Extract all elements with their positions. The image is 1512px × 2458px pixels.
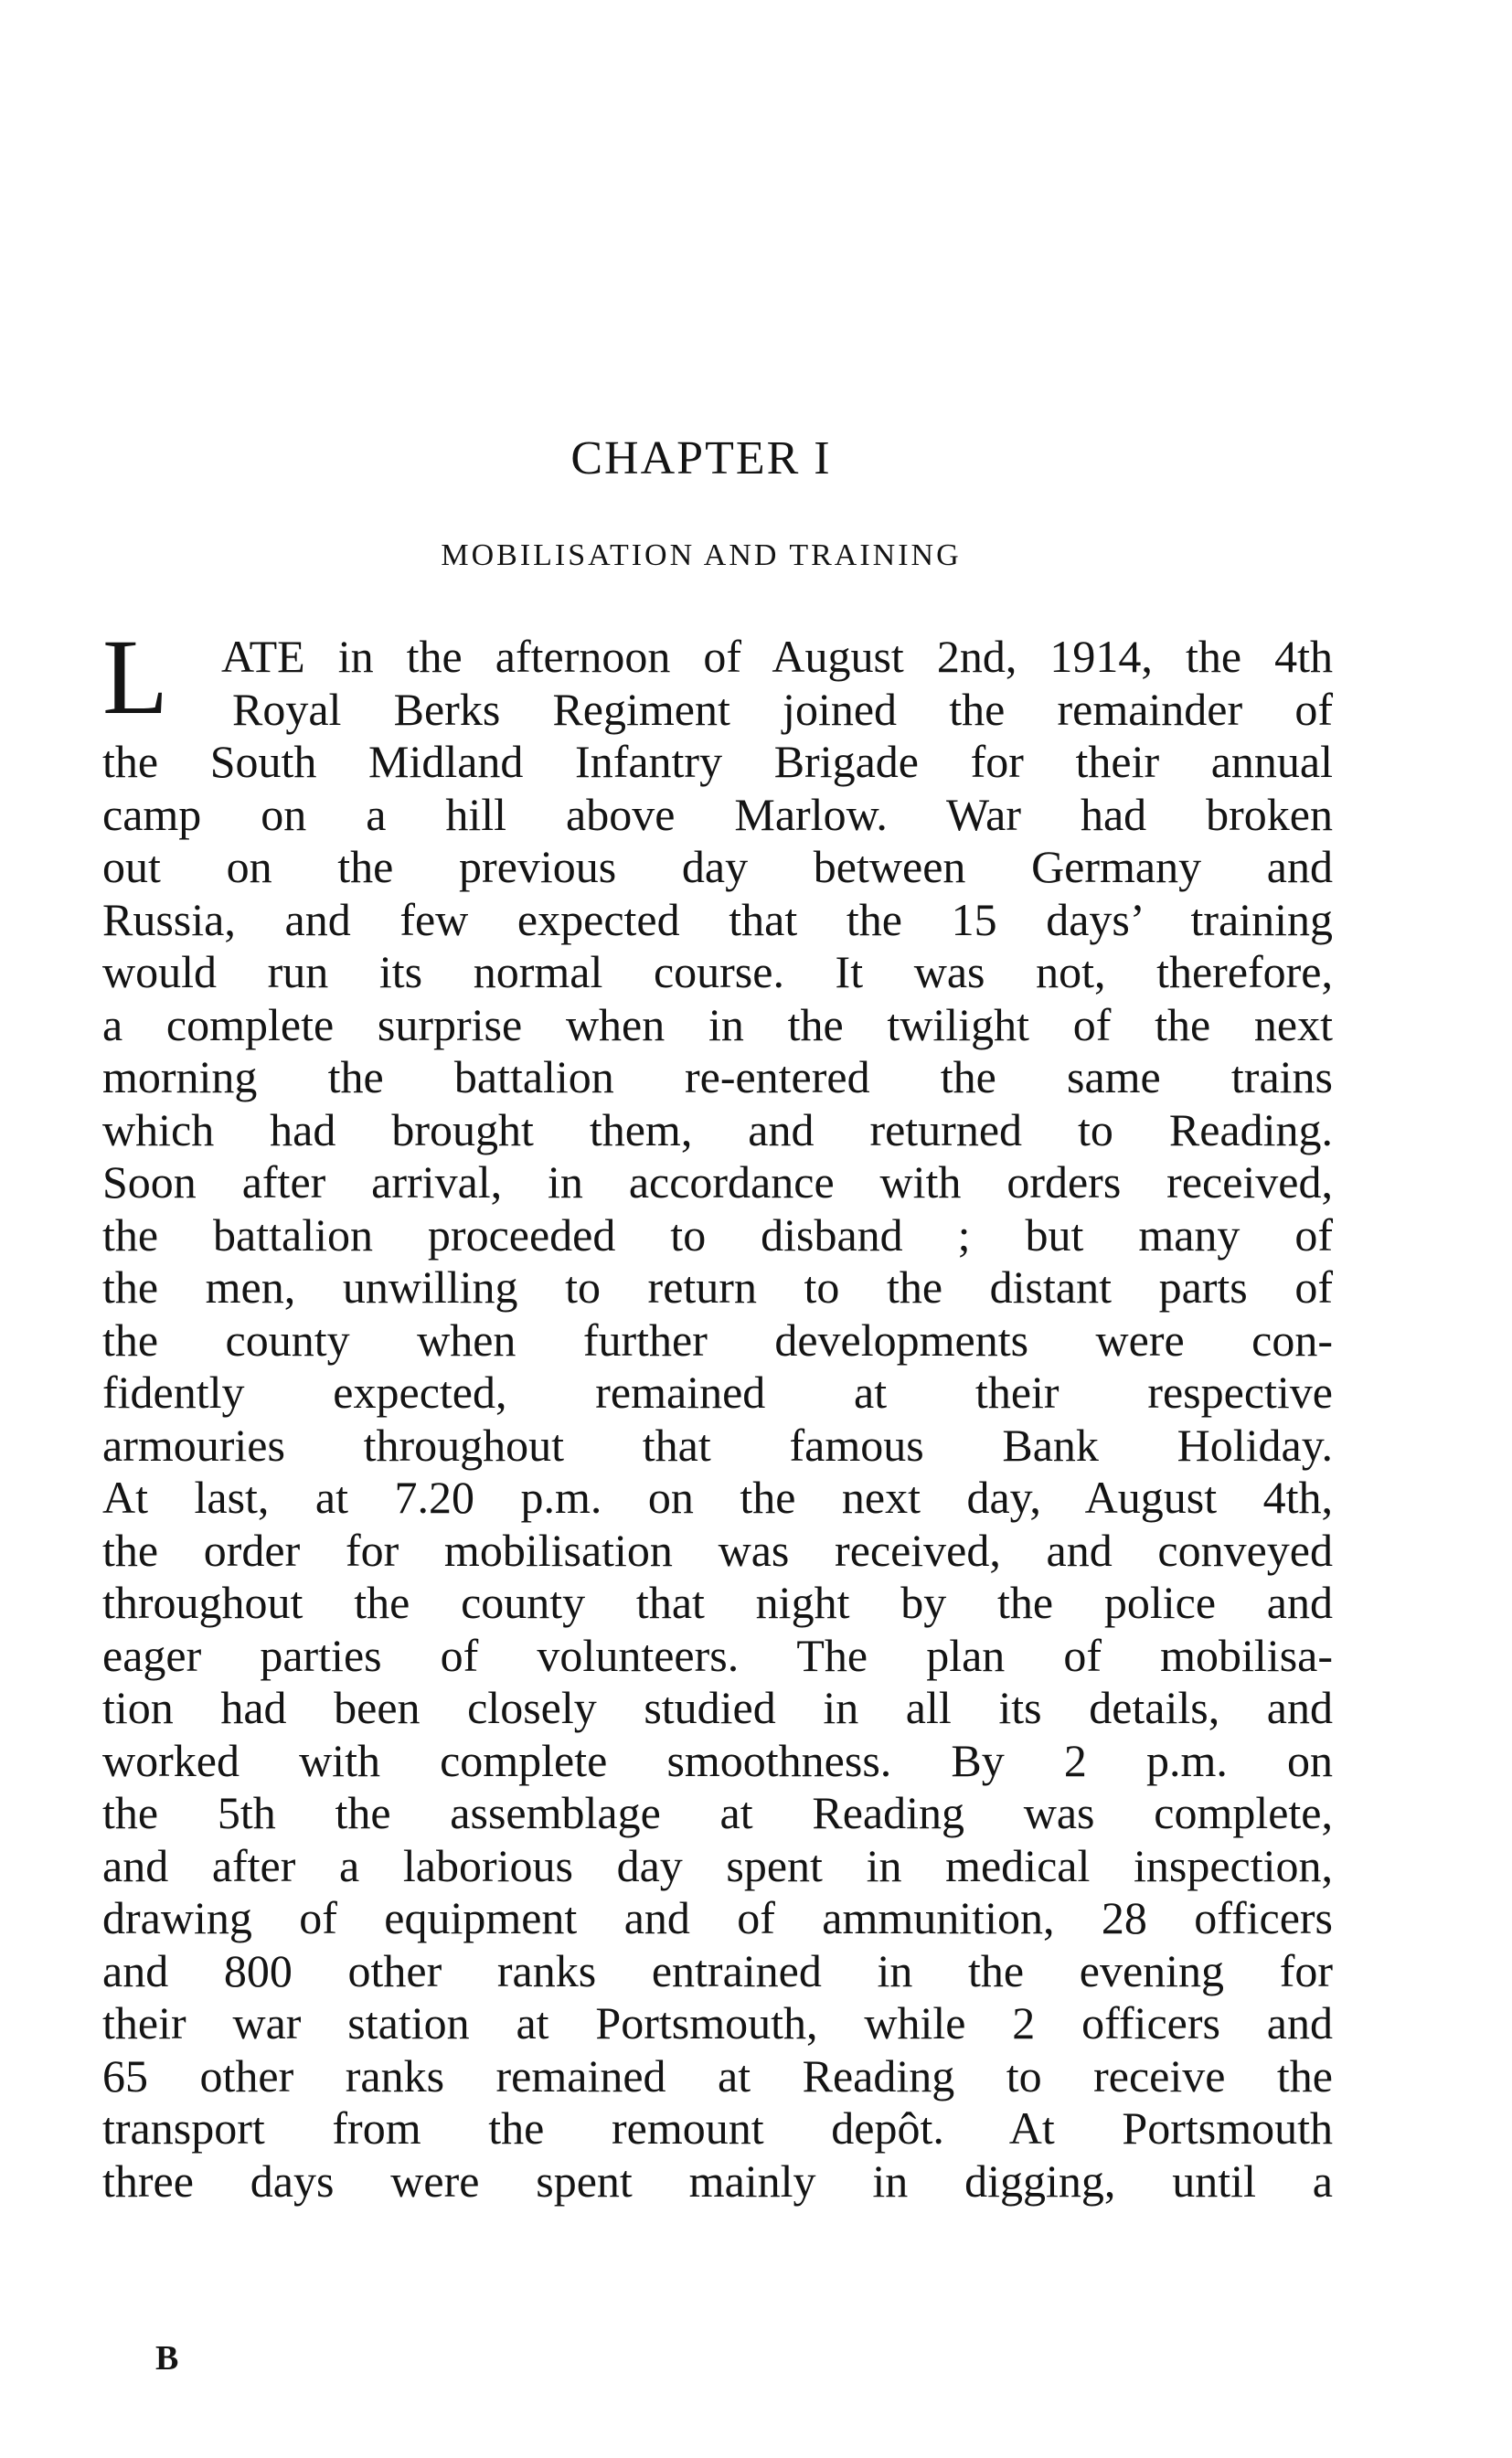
text-line: drawing of equipment and of ammunition, 28 officers — [102, 1892, 1333, 1943]
text-line: a complete surprise when in the twilight of the next — [102, 998, 1333, 1050]
text-line: Soon after arrival, in accordance with orders received, — [102, 1156, 1333, 1208]
text-line: three days were spent mainly in digging, until a — [102, 2155, 1333, 2207]
chapter-subtitle: MOBILISATION AND TRAINING — [441, 538, 962, 572]
text-line: worked with complete smoothness. By 2 p.m. on — [102, 1734, 1333, 1786]
text-line: morning the battalion re-entered the same trains — [102, 1051, 1333, 1102]
text-line: ATE in the afternoon of August 2nd, 1914, the 4th — [221, 631, 1333, 682]
text-line: and 800 other ranks entrained in the evening for — [102, 1944, 1333, 1996]
text-line: transport from the remount depôt. At Portsmouth — [102, 2102, 1333, 2154]
text-line: fidently expected, remained at their respective — [102, 1367, 1333, 1418]
text-line: the order for mobilisation was received, and conveyed — [102, 1524, 1333, 1576]
drop-cap: L — [102, 617, 169, 737]
text-line: their war station at Portsmouth, while 2 officers and — [102, 1997, 1333, 2048]
text-line: out on the previous day between Germany and — [102, 841, 1333, 892]
text-line: the battalion proceeded to disband ; but many of — [102, 1208, 1333, 1261]
text-line: eager parties of volunteers. The plan of mobilisa- — [102, 1629, 1333, 1681]
text-line: Royal Berks Regiment joined the remainder of — [232, 683, 1333, 735]
text-line: the county when further developments were con- — [102, 1314, 1333, 1366]
text-line: which had brought them, and returned to Reading. — [102, 1103, 1333, 1155]
text-line: the 5th the assemblage at Reading was complete, — [102, 1787, 1333, 1838]
text-line: throughout the county that night by the police and — [102, 1577, 1333, 1628]
text-line: camp on a hill above Marlow. War had broken — [102, 788, 1333, 840]
text-line: the men, unwilling to return to the distant parts of — [102, 1261, 1333, 1313]
chapter-body — [102, 631, 1333, 2208]
text-line: Russia, and few expected that the 15 days’ training — [102, 893, 1333, 945]
text-line: would run its normal course. It was not, therefore, — [102, 946, 1333, 997]
signature-mark: B — [155, 2339, 179, 2378]
chapter-title: CHAPTER I — [570, 432, 832, 484]
text-line: tion had been closely studied in all its details, and — [102, 1682, 1333, 1733]
text-line: the South Midland Infantry Brigade for their annual — [102, 736, 1333, 787]
text-line: At last, at 7.20 p.m. on the next day, August 4th, — [102, 1472, 1333, 1523]
text-line: armouries throughout that famous Bank Holiday. — [102, 1419, 1333, 1471]
text-line: and after a laborious day spent in medical inspection, — [102, 1839, 1333, 1891]
text-line: 65 other ranks remained at Reading to receive the — [102, 2049, 1333, 2102]
